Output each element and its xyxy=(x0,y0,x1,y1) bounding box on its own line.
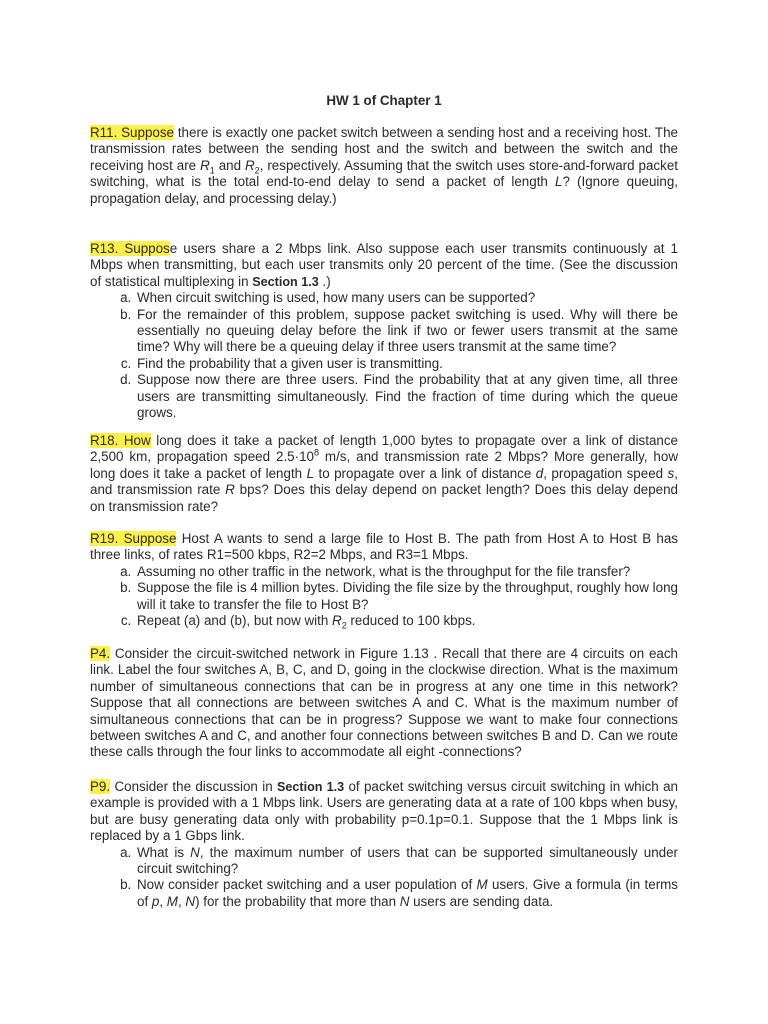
list-item: b. For the remainder of this problem, suppose packet switching is used. Why will there be essentially no queuing delay before the link if two or fewer users transmit at the same time? Why will there be a queuing delay if three users transmit at the same time? xyxy=(135,307,678,356)
subquestion-list xyxy=(90,564,678,630)
section-reference: Section 1.3 xyxy=(277,780,345,794)
list-item: a. When circuit switching is used, how many users can be supported? xyxy=(135,290,678,306)
question-label-highlight: P4. xyxy=(90,646,111,661)
question-label-highlight: R18. How xyxy=(90,433,151,448)
list-item: a. Assuming no other traffic in the network, what is the throughput for the file transfer? xyxy=(135,564,678,580)
question-label-highlight: R19. Suppose xyxy=(90,531,177,546)
list-item: c. Repeat (a) and (b), but now with $R_2$ reduced to 100 kbps. xyxy=(135,613,678,629)
problem-p9: P9. Consider the discussion in Section 1.3 of packet switching versus circuit switching in which an example is provided with a 1 Mbps link. Users are generating data at a rate of 100 kbps when busy, but are busy generating data only with probability p=0.1p=0.1. Suppose that the 1 Mbps link is replaced by a 1 Gbps link. a. What is N, the maximum number of users that can be supported simultaneously under circuit switching? b. Now consider packet switching and a user population of M users. Give a formula (in terms of p, M, N) for the probability that more than N users are sending data. xyxy=(90,779,678,910)
list-item: d. Suppose now there are three users. Find the probability that at any given time, all three users are transmitting simultaneously. Find the fraction of time during which the queue grows. xyxy=(135,372,678,421)
page-title: HW 1 of Chapter 1 xyxy=(326,93,442,108)
subquestion-list xyxy=(90,845,678,911)
question-label-highlight: R11. Suppose xyxy=(90,125,174,140)
section-reference: Section 1.3 xyxy=(252,274,319,289)
list-item: a. What is N, the maximum number of users that can be supported simultaneously under circuit switching? xyxy=(135,845,678,878)
question-r11: R11. Suppose there is exactly one packet switch between a sending host and a receiving host. The transmission rates between the sending host and the switch and between the switch and the receiving host are $R_1$ and $R_2$, respectively. Assuming that the switch uses store-and-forward packet switching, what is the total end-to-end delay to send a packet of length L? (Ignore queuing, propagation delay, and processing delay.) xyxy=(90,125,679,206)
question-label-highlight: R13. Suppos xyxy=(90,241,170,256)
question-r19: R19. Suppose Host A wants to send a large file to Host B. The path from Host A to Host B has three links, of rates R1=500 kbps, R2=2 Mbps, and R3=1 Mbps. a. Assuming no other traffic in the network, what is the throughput for the file transfer? b. Suppose the file is 4 million bytes. Dividing the file size by the throughput, roughly how long will it take to transfer the file to Host B? c. Repeat (a) and (b), but now with $R_2$ reduced to 100 kbps. xyxy=(90,531,678,629)
question-r18: R18. How long does it take a packet of length 1,000 bytes to propagate over a link of distance 2,500 km, propagation speed $2.5\cdot 10^8$ m/s, and transmission rate 2 Mbps? More generally, how long does it take a packet of length L to propagate over a link of distance d, propagation speed s, and transmission rate R bps? Does this delay depend on packet length? Does this delay depend on transmission rate? xyxy=(90,433,679,514)
problem-p4: P4. Consider the circuit-switched network in Figure 1.13 . Recall that there are 4 circuits on each link. Label the four switches A, B, C, and D, going in the clockwise direction. What is the maximum number of simultaneous connections that can be in progress at any one time in this network? Suppose that all connections are between switches A and C. What is the maximum number of simultaneous connections that can be in progress? Suppose we want to make four connections between switches A and C, and another four connections between switches B and D. Can we route these calls through the four links to accommodate all eight -connections? xyxy=(90,646,678,760)
question-r13: R13. Suppose users share a 2 Mbps link. Also suppose each user transmits continuously at 1 Mbps when transmitting, but each user transmits only 20 percent of the time. (See the discussion of statistical multiplexing in Section 1.3 .) a. When circuit switching is used, how many users can be supported? b. For the remainder of this problem, suppose packet switching is used. Why will there be essentially no queuing delay before the link if two or fewer users transmit at the same time? Why will there be a queuing delay if three users transmit at the same time? c. Find the probability that a given user is transmitting. d. Suppose now there are three users. Find the probability that at any given time, all three users are transmitting simultaneously. Find the fraction of time during which the queue grows. xyxy=(90,241,678,421)
subquestion-list xyxy=(90,290,678,421)
list-item: b. Suppose the file is 4 million bytes. Dividing the file size by the throughput, roughly how long will it take to transfer the file to Host B? xyxy=(135,580,678,613)
list-item: c. Find the probability that a given user is transmitting. xyxy=(135,356,678,372)
question-label-highlight: P9. xyxy=(90,779,111,794)
list-item: b. Now consider packet switching and a user population of M users. Give a formula (in terms of p, M, N) for the probability that more than N users are sending data. xyxy=(135,877,678,910)
